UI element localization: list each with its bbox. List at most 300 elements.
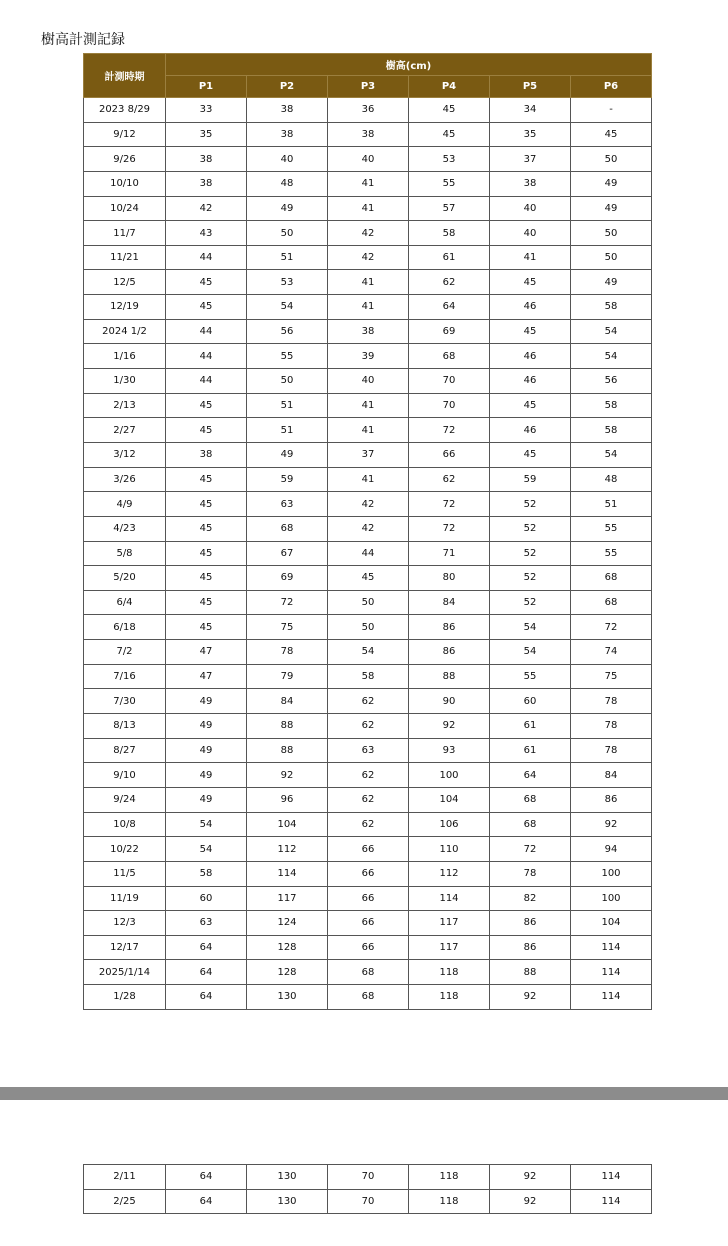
table-body-continued <box>84 1165 652 1214</box>
height-cell-p1: 47 <box>166 640 247 665</box>
height-cell-p4: 106 <box>409 812 490 837</box>
height-cell-p6: 84 <box>571 763 652 788</box>
height-cell-p4: 86 <box>409 615 490 640</box>
height-cell-p2: 48 <box>247 171 328 196</box>
date-cell: 7/30 <box>84 689 166 714</box>
height-cell-p6: 49 <box>571 270 652 295</box>
height-cell-p3: 42 <box>328 221 409 246</box>
height-cell-p1: 64 <box>166 1189 247 1214</box>
table-row <box>84 886 652 911</box>
height-cell-p6: 78 <box>571 689 652 714</box>
height-cell-p5: 46 <box>490 418 571 443</box>
table-row <box>84 516 652 541</box>
height-cell-p5: 82 <box>490 886 571 911</box>
height-cell-p6: 68 <box>571 566 652 591</box>
height-cell-p2: 84 <box>247 689 328 714</box>
date-cell: 9/24 <box>84 787 166 812</box>
height-cell-p2: 88 <box>247 738 328 763</box>
height-cell-p5: 64 <box>490 763 571 788</box>
table-row <box>84 714 652 739</box>
height-cell-p2: 96 <box>247 787 328 812</box>
date-cell: 8/13 <box>84 714 166 739</box>
table-row <box>84 541 652 566</box>
height-cell-p3: 66 <box>328 935 409 960</box>
date-cell: 12/17 <box>84 935 166 960</box>
date-cell: 7/2 <box>84 640 166 665</box>
height-cell-p1: 45 <box>166 270 247 295</box>
height-cell-p3: 40 <box>328 147 409 172</box>
table-row <box>84 837 652 862</box>
height-cell-p4: 69 <box>409 319 490 344</box>
height-cell-p5: 52 <box>490 492 571 517</box>
height-cell-p1: 45 <box>166 295 247 320</box>
height-cell-p2: 92 <box>247 763 328 788</box>
height-cell-p1: 64 <box>166 960 247 985</box>
table-row <box>84 492 652 517</box>
height-cell-p2: 78 <box>247 640 328 665</box>
height-cell-p1: 44 <box>166 245 247 270</box>
height-cell-p4: 58 <box>409 221 490 246</box>
table-row <box>84 664 652 689</box>
header-row-group <box>84 54 652 76</box>
height-cell-p4: 72 <box>409 516 490 541</box>
height-cell-p6: 58 <box>571 393 652 418</box>
height-cell-p4: 117 <box>409 935 490 960</box>
height-cell-p5: 45 <box>490 270 571 295</box>
height-cell-p2: 104 <box>247 812 328 837</box>
date-cell: 1/16 <box>84 344 166 369</box>
height-cell-p4: 100 <box>409 763 490 788</box>
height-cell-p6: 114 <box>571 985 652 1010</box>
height-cell-p6: 50 <box>571 221 652 246</box>
table-row <box>84 1165 652 1190</box>
height-cell-p4: 68 <box>409 344 490 369</box>
height-cell-p2: 54 <box>247 295 328 320</box>
height-cell-p4: 86 <box>409 640 490 665</box>
height-cell-p4: 64 <box>409 295 490 320</box>
date-cell: 2023 8/29 <box>84 98 166 123</box>
height-cell-p6: 56 <box>571 369 652 394</box>
height-cell-p1: 45 <box>166 615 247 640</box>
height-cell-p6: 114 <box>571 960 652 985</box>
height-cell-p3: 68 <box>328 960 409 985</box>
height-cell-p1: 38 <box>166 442 247 467</box>
date-cell: 8/27 <box>84 738 166 763</box>
height-cell-p2: 130 <box>247 985 328 1010</box>
height-cell-p1: 58 <box>166 861 247 886</box>
height-cell-p5: 60 <box>490 689 571 714</box>
height-cell-p1: 49 <box>166 714 247 739</box>
table-body <box>84 98 652 1010</box>
height-cell-p4: 45 <box>409 98 490 123</box>
height-cell-p3: 66 <box>328 911 409 936</box>
height-cell-p5: 45 <box>490 442 571 467</box>
height-cell-p6: 72 <box>571 615 652 640</box>
height-cell-p4: 62 <box>409 467 490 492</box>
height-cell-p6: 50 <box>571 245 652 270</box>
height-cell-p5: 88 <box>490 960 571 985</box>
height-cell-p3: 42 <box>328 492 409 517</box>
height-cell-p6: 114 <box>571 1165 652 1190</box>
height-cell-p4: 117 <box>409 911 490 936</box>
height-cell-p1: 33 <box>166 98 247 123</box>
plant-header-p2: P2 <box>247 76 328 98</box>
height-cell-p5: 40 <box>490 221 571 246</box>
height-cell-p4: 53 <box>409 147 490 172</box>
table-row <box>84 393 652 418</box>
height-cell-p5: 34 <box>490 98 571 123</box>
height-cell-p6: 49 <box>571 196 652 221</box>
plant-header-p3: P3 <box>328 76 409 98</box>
table-row <box>84 196 652 221</box>
height-cell-p1: 44 <box>166 319 247 344</box>
height-cell-p5: 52 <box>490 516 571 541</box>
height-cell-p5: 92 <box>490 1165 571 1190</box>
height-cell-p5: 45 <box>490 319 571 344</box>
height-cell-p3: 50 <box>328 590 409 615</box>
tree-height-table <box>83 53 652 1010</box>
height-cell-p4: 118 <box>409 1189 490 1214</box>
height-cell-p3: 70 <box>328 1189 409 1214</box>
date-cell: 11/21 <box>84 245 166 270</box>
height-cell-p3: 62 <box>328 787 409 812</box>
date-cell: 4/9 <box>84 492 166 517</box>
height-cell-p3: 41 <box>328 295 409 320</box>
height-cell-p2: 38 <box>247 122 328 147</box>
height-cell-p1: 49 <box>166 787 247 812</box>
height-cell-p2: 51 <box>247 418 328 443</box>
height-cell-p5: 92 <box>490 1189 571 1214</box>
table-row <box>84 763 652 788</box>
date-cell: 7/16 <box>84 664 166 689</box>
height-cell-p6: 54 <box>571 344 652 369</box>
height-cell-p6: - <box>571 98 652 123</box>
height-cell-p1: 64 <box>166 985 247 1010</box>
table-row <box>84 1189 652 1214</box>
date-cell: 2024 1/2 <box>84 319 166 344</box>
table-row <box>84 221 652 246</box>
height-cell-p5: 46 <box>490 295 571 320</box>
height-cell-p2: 50 <box>247 369 328 394</box>
height-cell-p5: 35 <box>490 122 571 147</box>
height-cell-p5: 40 <box>490 196 571 221</box>
height-cell-p6: 100 <box>571 886 652 911</box>
date-cell: 3/12 <box>84 442 166 467</box>
table-row <box>84 812 652 837</box>
height-cell-p2: 72 <box>247 590 328 615</box>
date-cell: 11/7 <box>84 221 166 246</box>
height-cell-p4: 110 <box>409 837 490 862</box>
height-cell-p4: 70 <box>409 393 490 418</box>
height-cell-p1: 45 <box>166 590 247 615</box>
height-cell-p6: 100 <box>571 861 652 886</box>
height-cell-p2: 128 <box>247 935 328 960</box>
height-cell-p6: 92 <box>571 812 652 837</box>
height-cell-p6: 78 <box>571 738 652 763</box>
height-cell-p6: 74 <box>571 640 652 665</box>
table-row <box>84 911 652 936</box>
height-cell-p3: 58 <box>328 664 409 689</box>
table-row <box>84 442 652 467</box>
date-cell: 2/25 <box>84 1189 166 1214</box>
table-row <box>84 122 652 147</box>
date-cell: 3/26 <box>84 467 166 492</box>
date-cell: 5/8 <box>84 541 166 566</box>
height-cell-p1: 45 <box>166 492 247 517</box>
height-cell-p1: 49 <box>166 763 247 788</box>
height-cell-p2: 55 <box>247 344 328 369</box>
height-cell-p3: 70 <box>328 1165 409 1190</box>
table-row <box>84 566 652 591</box>
height-cell-p4: 57 <box>409 196 490 221</box>
height-cell-p6: 75 <box>571 664 652 689</box>
height-cell-p6: 51 <box>571 492 652 517</box>
date-cell: 11/19 <box>84 886 166 911</box>
date-cell: 12/5 <box>84 270 166 295</box>
date-cell: 2/11 <box>84 1165 166 1190</box>
height-cell-p5: 78 <box>490 861 571 886</box>
table-row <box>84 245 652 270</box>
height-cell-p6: 54 <box>571 319 652 344</box>
plant-header-p5: P5 <box>490 76 571 98</box>
plant-header-p6: P6 <box>571 76 652 98</box>
height-cell-p4: 71 <box>409 541 490 566</box>
height-cell-p6: 58 <box>571 418 652 443</box>
height-cell-p5: 61 <box>490 738 571 763</box>
height-cell-p3: 39 <box>328 344 409 369</box>
height-cell-p5: 52 <box>490 566 571 591</box>
table-row <box>84 640 652 665</box>
height-cell-p1: 63 <box>166 911 247 936</box>
height-cell-p5: 86 <box>490 911 571 936</box>
height-cell-p6: 54 <box>571 442 652 467</box>
height-cell-p3: 45 <box>328 566 409 591</box>
height-cell-p1: 35 <box>166 122 247 147</box>
height-cell-p5: 37 <box>490 147 571 172</box>
height-cell-p5: 68 <box>490 787 571 812</box>
height-cell-p4: 112 <box>409 861 490 886</box>
table-row <box>84 935 652 960</box>
height-cell-p1: 47 <box>166 664 247 689</box>
height-cell-p3: 42 <box>328 516 409 541</box>
page-title: 樹高計測記録 <box>41 32 125 48</box>
height-cell-p2: 59 <box>247 467 328 492</box>
height-cell-p4: 118 <box>409 960 490 985</box>
height-cell-p4: 55 <box>409 171 490 196</box>
height-cell-p3: 38 <box>328 122 409 147</box>
table-row <box>84 98 652 123</box>
height-cell-p2: 79 <box>247 664 328 689</box>
date-cell: 10/24 <box>84 196 166 221</box>
height-cell-p6: 114 <box>571 935 652 960</box>
date-cell: 6/18 <box>84 615 166 640</box>
height-cell-p3: 41 <box>328 418 409 443</box>
height-cell-p5: 52 <box>490 541 571 566</box>
date-cell: 9/26 <box>84 147 166 172</box>
date-column-header: 計測時期 <box>84 54 166 98</box>
height-cell-p2: 56 <box>247 319 328 344</box>
date-cell: 2/27 <box>84 418 166 443</box>
height-cell-p6: 94 <box>571 837 652 862</box>
height-cell-p1: 43 <box>166 221 247 246</box>
height-cell-p3: 41 <box>328 171 409 196</box>
height-cell-p1: 60 <box>166 886 247 911</box>
height-cell-p6: 55 <box>571 541 652 566</box>
height-cell-p5: 46 <box>490 344 571 369</box>
height-cell-p1: 54 <box>166 837 247 862</box>
table-row <box>84 960 652 985</box>
height-cell-p3: 66 <box>328 861 409 886</box>
height-cell-p1: 42 <box>166 196 247 221</box>
height-cell-p2: 124 <box>247 911 328 936</box>
height-cell-p4: 114 <box>409 886 490 911</box>
height-cell-p3: 62 <box>328 689 409 714</box>
height-cell-p3: 41 <box>328 270 409 295</box>
height-cell-p1: 64 <box>166 935 247 960</box>
height-cell-p2: 53 <box>247 270 328 295</box>
height-cell-p2: 49 <box>247 442 328 467</box>
date-cell: 12/3 <box>84 911 166 936</box>
height-cell-p3: 62 <box>328 714 409 739</box>
height-cell-p5: 46 <box>490 369 571 394</box>
tree-height-group-header: 樹高(cm) <box>166 54 652 76</box>
table-row <box>84 738 652 763</box>
height-cell-p3: 66 <box>328 837 409 862</box>
height-cell-p6: 68 <box>571 590 652 615</box>
height-cell-p6: 58 <box>571 295 652 320</box>
height-cell-p3: 66 <box>328 886 409 911</box>
height-cell-p2: 88 <box>247 714 328 739</box>
height-cell-p1: 45 <box>166 541 247 566</box>
height-cell-p3: 42 <box>328 245 409 270</box>
height-cell-p3: 68 <box>328 985 409 1010</box>
height-cell-p3: 40 <box>328 369 409 394</box>
height-cell-p2: 38 <box>247 98 328 123</box>
height-cell-p4: 84 <box>409 590 490 615</box>
height-cell-p6: 55 <box>571 516 652 541</box>
date-cell: 10/22 <box>84 837 166 862</box>
date-cell: 9/10 <box>84 763 166 788</box>
date-cell: 2025/1/14 <box>84 960 166 985</box>
height-cell-p1: 45 <box>166 418 247 443</box>
height-cell-p1: 45 <box>166 566 247 591</box>
height-cell-p5: 54 <box>490 615 571 640</box>
height-cell-p5: 52 <box>490 590 571 615</box>
date-cell: 10/8 <box>84 812 166 837</box>
height-cell-p2: 67 <box>247 541 328 566</box>
height-cell-p6: 50 <box>571 147 652 172</box>
height-cell-p2: 51 <box>247 245 328 270</box>
height-cell-p6: 45 <box>571 122 652 147</box>
height-cell-p2: 49 <box>247 196 328 221</box>
height-cell-p1: 44 <box>166 369 247 394</box>
height-cell-p4: 72 <box>409 418 490 443</box>
height-cell-p5: 38 <box>490 171 571 196</box>
height-cell-p3: 41 <box>328 393 409 418</box>
table-row <box>84 147 652 172</box>
table-row <box>84 295 652 320</box>
height-cell-p4: 62 <box>409 270 490 295</box>
date-cell: 12/19 <box>84 295 166 320</box>
height-cell-p1: 54 <box>166 812 247 837</box>
table-row <box>84 861 652 886</box>
height-cell-p5: 54 <box>490 640 571 665</box>
table-row <box>84 418 652 443</box>
height-cell-p4: 80 <box>409 566 490 591</box>
height-cell-p2: 40 <box>247 147 328 172</box>
table-row <box>84 590 652 615</box>
plant-header-p1: P1 <box>166 76 247 98</box>
table-row <box>84 319 652 344</box>
date-cell: 10/10 <box>84 171 166 196</box>
height-cell-p4: 61 <box>409 245 490 270</box>
height-cell-p3: 44 <box>328 541 409 566</box>
height-cell-p4: 118 <box>409 1165 490 1190</box>
date-cell: 9/12 <box>84 122 166 147</box>
height-cell-p2: 130 <box>247 1189 328 1214</box>
date-cell: 1/28 <box>84 985 166 1010</box>
height-cell-p4: 45 <box>409 122 490 147</box>
height-cell-p2: 51 <box>247 393 328 418</box>
height-cell-p4: 90 <box>409 689 490 714</box>
date-cell: 2/13 <box>84 393 166 418</box>
page-break-divider <box>0 1087 728 1100</box>
height-cell-p4: 70 <box>409 369 490 394</box>
height-cell-p3: 36 <box>328 98 409 123</box>
height-cell-p5: 55 <box>490 664 571 689</box>
height-cell-p5: 45 <box>490 393 571 418</box>
height-cell-p6: 49 <box>571 171 652 196</box>
height-cell-p4: 66 <box>409 442 490 467</box>
height-cell-p5: 92 <box>490 985 571 1010</box>
header-row-plants <box>84 76 652 98</box>
height-cell-p1: 45 <box>166 393 247 418</box>
date-cell: 6/4 <box>84 590 166 615</box>
height-cell-p6: 104 <box>571 911 652 936</box>
height-cell-p4: 93 <box>409 738 490 763</box>
height-cell-p1: 38 <box>166 147 247 172</box>
height-cell-p4: 92 <box>409 714 490 739</box>
height-cell-p2: 50 <box>247 221 328 246</box>
height-cell-p3: 41 <box>328 196 409 221</box>
height-cell-p1: 45 <box>166 467 247 492</box>
height-cell-p1: 44 <box>166 344 247 369</box>
date-cell: 4/23 <box>84 516 166 541</box>
height-cell-p2: 130 <box>247 1165 328 1190</box>
height-cell-p1: 49 <box>166 689 247 714</box>
height-cell-p3: 50 <box>328 615 409 640</box>
plant-header-p4: P4 <box>409 76 490 98</box>
height-cell-p5: 41 <box>490 245 571 270</box>
tree-height-table-continued <box>83 1164 652 1214</box>
date-cell: 11/5 <box>84 861 166 886</box>
height-cell-p4: 88 <box>409 664 490 689</box>
height-cell-p5: 86 <box>490 935 571 960</box>
height-cell-p1: 64 <box>166 1165 247 1190</box>
table-row <box>84 270 652 295</box>
height-cell-p3: 37 <box>328 442 409 467</box>
height-cell-p3: 62 <box>328 812 409 837</box>
height-cell-p4: 72 <box>409 492 490 517</box>
table-row <box>84 171 652 196</box>
height-cell-p1: 38 <box>166 171 247 196</box>
height-cell-p5: 68 <box>490 812 571 837</box>
height-cell-p4: 118 <box>409 985 490 1010</box>
height-cell-p1: 49 <box>166 738 247 763</box>
height-cell-p2: 68 <box>247 516 328 541</box>
date-cell: 1/30 <box>84 369 166 394</box>
height-cell-p3: 54 <box>328 640 409 665</box>
